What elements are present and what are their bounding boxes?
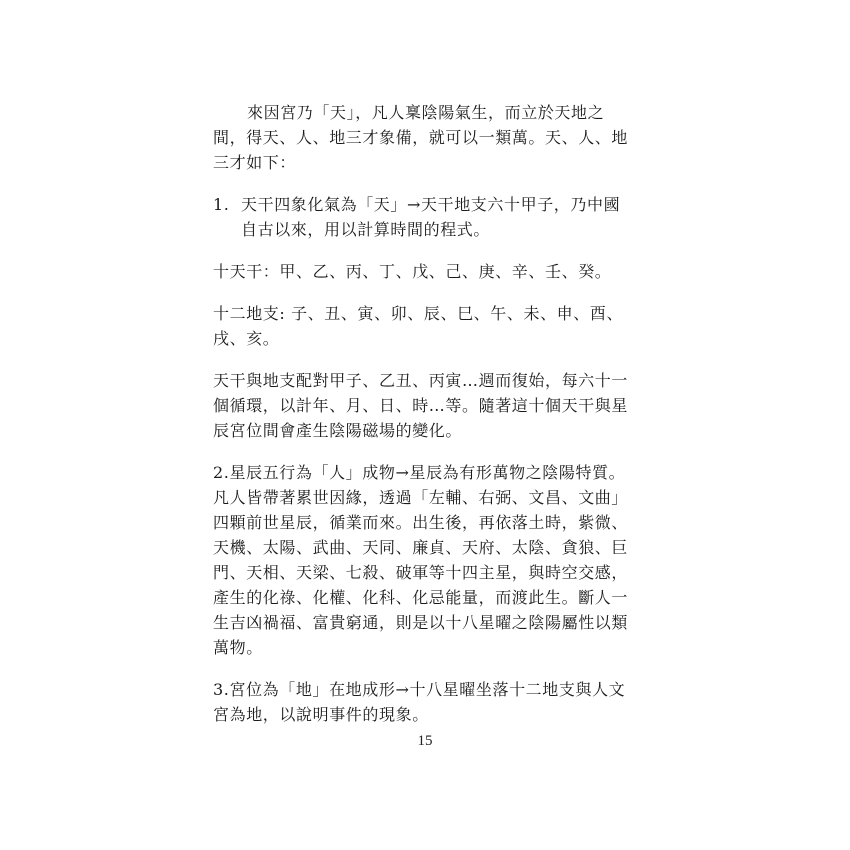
page-body [213, 100, 635, 727]
pairing-paragraph: 天干與地支配對甲子、乙丑、丙寅…週而復始，每六十一個循環，以計年、月、日、時…等。隨著這十個天干與星辰宮位間會產生陰陽磁場的變化。 [213, 371, 629, 440]
intro-paragraph [213, 100, 635, 175]
list-item-1-text: 天干四象化氣為「天」→天干地支六十甲子，乃中國自古以來，用以計算時間的程式。 [241, 195, 621, 239]
earthly-branches-paragraph: 十二地支: 子、丑、寅、卯、辰、巳、午、未、申、酉、戌、亥。 [213, 304, 624, 348]
list-item-3: 3.宮位為「地」在地成形→十八星曜坐落十二地支與人文宮為地，以說明事件的現象。 [213, 680, 626, 724]
list-item-2: 2.星辰五行為「人」成物→星辰為有形萬物之陰陽特質。凡人皆帶著累世因緣，透過「左輔、右弼、文昌、文曲」四顆前世星辰，循業而來。出生後，再依落土時，紫微、天機、太陽、武曲、天同、廉貞、天府、太陰、貪狼、巨門、天相、天梁、七殺、破軍等十四主星，與時空交感，產生的化祿、化權、化科、化忌能量，而渡此生。斷人一生吉凶禍福、富貴窮通，則是以十八星曜之陰陽屬性以類萬物。 [213, 463, 629, 657]
list-item-1 [213, 192, 635, 242]
intro-text: 來因宮乃「天」，凡人稟陰陽氣生，而立於天地之間，得天、人、地三才象備，就可以一類萬。天、人、地三才如下： [213, 103, 629, 172]
heavenly-stems-line: 十天干：甲、乙、丙、丁、戊、己、庚、辛、壬、癸。 [213, 262, 612, 281]
list-item-1-number: 1. [213, 195, 230, 214]
page-number: 15 [417, 733, 433, 749]
